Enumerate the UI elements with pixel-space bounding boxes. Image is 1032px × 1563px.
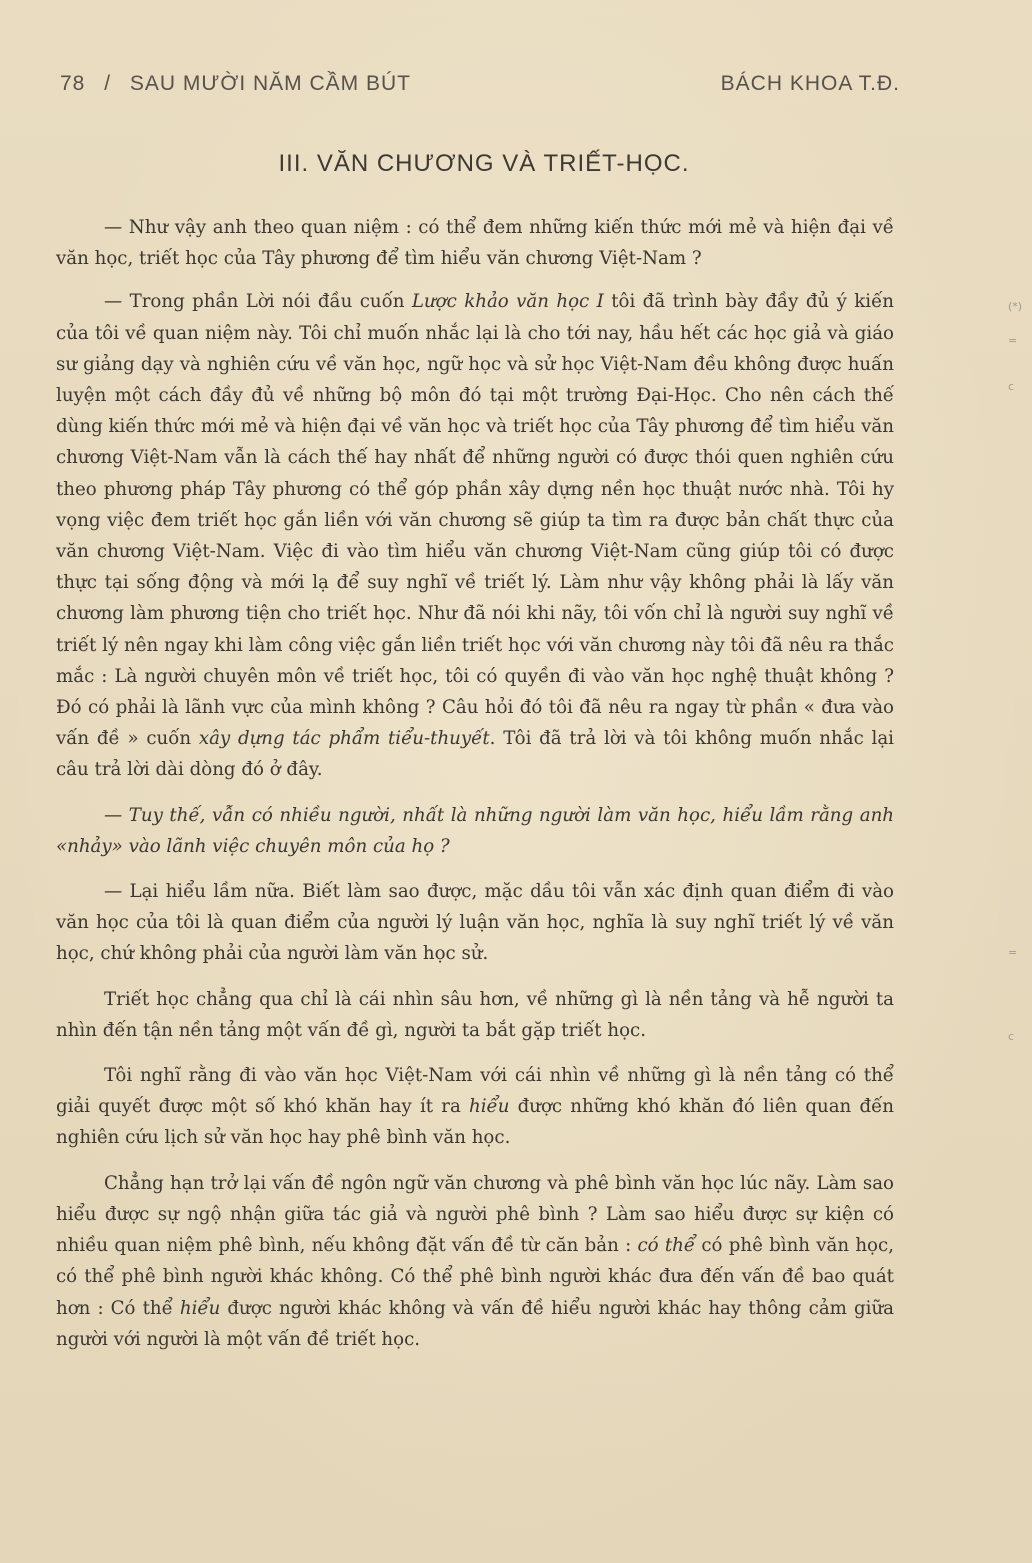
paragraph-answer-2: — Lại hiểu lầm nữa. Biết làm sao được, mặc dầu tôi vẫn xác định quan điểm đi vào văn học của tôi là quan điểm của người lý luận văn học, nghĩa là suy nghĩ triết lý về văn học, chứ không phải của người làm văn học sử. xyxy=(56,881,894,965)
paragraph-answer-4 xyxy=(56,1060,894,1154)
answer-4-text-b: được những khó khăn đó liên quan đến nghiên cứu lịch sử văn học hay phê bình văn học. xyxy=(56,1096,894,1149)
answer-5-text-a: Chẳng hạn trở lại vấn đề ngôn ngữ văn chương và phê bình văn học lúc nãy. Làm sao hiểu được sự ngộ nhận giữa tác giả và người phê bình ? Làm sao hiểu được sự kiện có nhiều quan niệm phê bình, nếu không đặt vấn đề từ căn bản : xyxy=(56,1172,894,1257)
answer-5-emphasis-2: hiểu xyxy=(179,1297,221,1319)
paragraph-question-2: — Tuy thế, vẫn có nhiều người, nhất là những người làm văn học, hiểu lầm rằng anh «nhảy» vào lãnh việc chuyên môn của họ ? xyxy=(56,804,894,857)
answer-1-book-title: Lược khảo văn học I xyxy=(411,291,604,313)
paragraph-answer-5 xyxy=(56,1168,894,1355)
paragraph-question-1: — Như vậy anh theo quan niệm : có thể đem những kiến thức mới mẻ và hiện đại về văn học, triết học của Tây phương để tìm hiểu văn chương Việt-Nam ? xyxy=(56,217,894,270)
page-number: 78 xyxy=(60,72,86,95)
margin-mark-4: = xyxy=(1008,946,1018,959)
answer-4-text-a: Tôi nghĩ rằng đi vào văn học Việt-Nam với cái nhìn về những gì là nền tảng có thể giải quyết được một số khó khăn hay ít ra xyxy=(56,1065,894,1118)
answer-4-emphasis: hiểu xyxy=(468,1096,510,1118)
section-title: III. VĂN CHƯƠNG VÀ TRIẾT-HỌC. xyxy=(278,150,690,177)
margin-mark-1: (*) xyxy=(1008,300,1023,313)
header-left xyxy=(60,72,411,96)
paragraph-answer-1 xyxy=(56,286,894,785)
answer-1-text-c: . Tôi đã trả lời và tôi không muốn nhắc lại câu trả lời dài dòng đó ở đây. xyxy=(56,728,894,781)
header-separator: / xyxy=(104,72,112,95)
answer-1-book-title-2: xây dựng tác phẩm tiểu-thuyết xyxy=(198,728,490,750)
running-header xyxy=(60,72,900,104)
answer-1-text-b: tôi đã trình bày đầy đủ ý kiến của tôi về quan niệm này. Tôi chỉ muốn nhắc lại là cho tới nay, hầu hết các học giả và giáo sư giảng dạy và nghiên cứu về văn học, ngữ học và sử học Việt-Nam đều không được huấn luyện một cách đầy đủ về những bộ môn đó tại một trường Đại-Học. Cho nên cách thế dùng kiến thức mới mẻ và hiện đại về văn học và triết học của Tây phương để tìm hiểu văn chương Việt-Nam vẫn là cách thế hay nhất để những người có được thói quen nghiên cứu theo phương pháp Tây phương có thể góp phần xây dựng nền học thuật nước nhà. Tôi hy vọng việc đem triết học gắn liền với văn chương sẽ giúp ta tìm ra được bản chất thực của văn chương Việt-Nam. Việc đi vào tìm hiểu văn chương Việt-Nam cũng giúp tôi có được thực tại sống động và mới lạ để suy nghĩ về triết lý. Làm như vậy không phải là lấy văn chương làm phương tiện cho triết học. Như đã nói khi nãy, tôi vốn chỉ là người suy nghĩ về triết lý nên ngay khi làm công việc gắn liền triết học với văn chương này tôi đã nêu ra thắc mắc : Là người chuyên môn về triết học, tôi có quyền đi vào văn học nghệ thuật không ? Đó có phải là lãnh vực của mình không ? Câu hỏi đó tôi đã nêu ra ngay từ phần « đưa vào vấn đề » cuốn xyxy=(56,291,894,750)
margin-mark-3: c xyxy=(1008,380,1015,393)
answer-5-text-b: có phê bình văn học, có thể phê bình người khác không. Có thể phê bình người khác đưa đến vấn đề bao quát hơn : Có thể xyxy=(56,1235,894,1319)
margin-mark-5: c xyxy=(1008,1030,1015,1043)
paragraph-answer-3: Triết học chẳng qua chỉ là cái nhìn sâu hơn, về những gì là nền tảng và hễ người ta nhìn đến tận nền tảng một vấn đề gì, người ta bắt gặp triết học. xyxy=(56,988,894,1041)
publisher-name: BÁCH KHOA T.Đ. xyxy=(720,72,900,95)
answer-1-text-a: — Trong phần Lời nói đầu cuốn xyxy=(104,291,412,313)
article-body xyxy=(56,212,894,1355)
margin-mark-2: = xyxy=(1008,334,1018,347)
answer-5-text-c: được người khác không và vấn đề hiểu người khác hay thông cảm giữa người với người là một vấn đề triết học. xyxy=(56,1297,894,1350)
book-title: SAU MƯỜI NĂM CẦM BÚT xyxy=(129,72,412,95)
answer-5-emphasis-1: có thể xyxy=(637,1235,696,1257)
